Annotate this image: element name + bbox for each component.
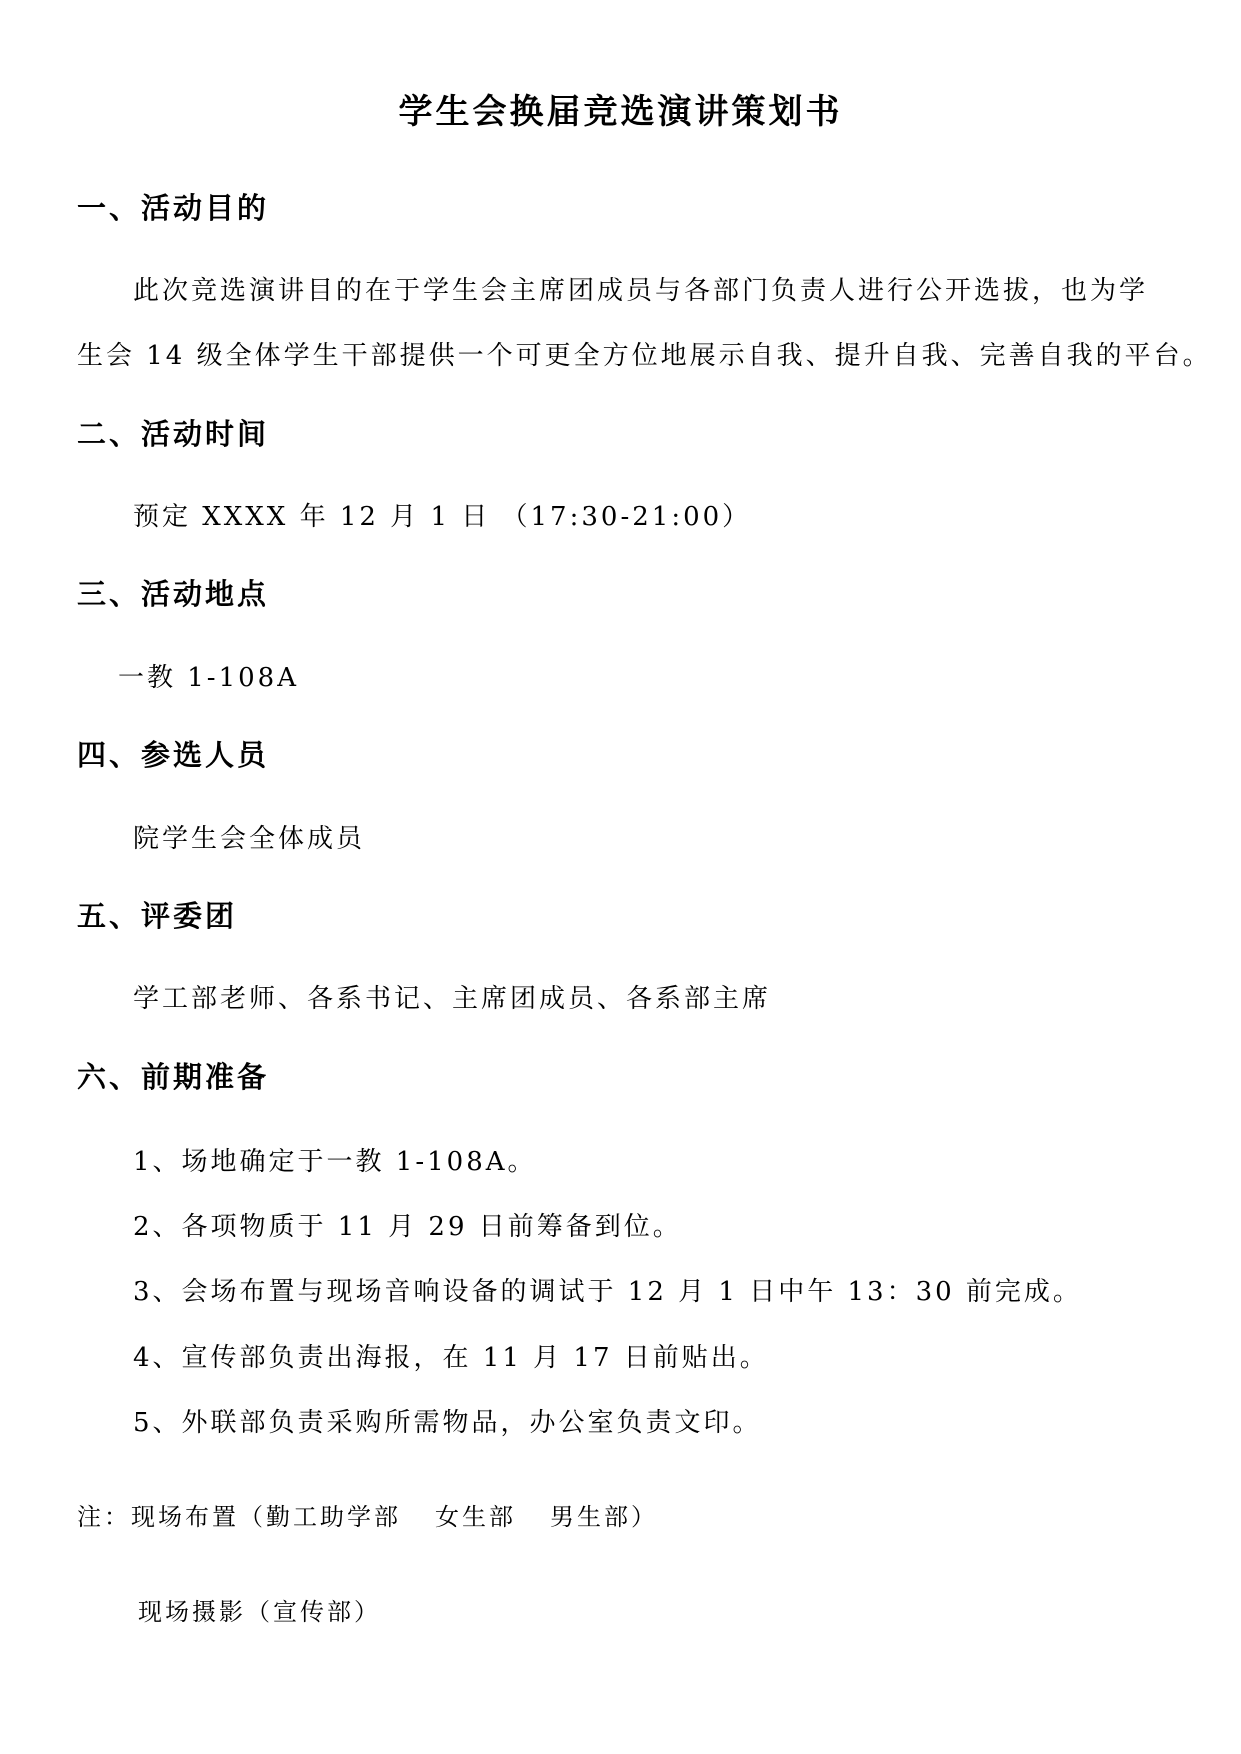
note-dept-boys: 男生部） [550, 1503, 658, 1531]
participants-text: 院学生会全体成员 [133, 824, 366, 854]
section-heading-participants: 四、参选人员 [77, 738, 270, 772]
section-heading-preparation: 六、前期准备 [77, 1060, 270, 1094]
time-text: 预定 XXXX 年 12 月 1 日 （17:30-21:00） [133, 502, 752, 532]
section-heading-purpose: 一、活动目的 [77, 191, 270, 225]
section-heading-place: 三、活动地点 [77, 577, 270, 611]
judges-text: 学工部老师、各系书记、主席团成员、各系部主席 [133, 984, 772, 1014]
note-line [77, 1497, 658, 1532]
section-heading-time: 二、活动时间 [77, 417, 270, 451]
note-dept-girls: 女生部 [435, 1503, 516, 1531]
note-prefix: 注：现场布置（勤工助学部 [77, 1503, 401, 1531]
section-heading-judges: 五、评委团 [77, 899, 238, 933]
purpose-text-line-1: 此次竞选演讲目的在于学生会主席团成员与各部门负责人进行公开选拔，也为学 [133, 276, 1149, 306]
preparation-item-2: 2、各项物质于 11 月 29 日前筹备到位。 [133, 1212, 682, 1242]
purpose-text-line-2: 生会 14 级全体学生干部提供一个可更全方位地展示自我、提升自我、完善自我的平台。 [77, 341, 1212, 371]
note-photo-line: 现场摄影（宣传部） [138, 1598, 381, 1626]
preparation-item-4: 4、宣传部负责出海报，在 11 月 17 日前贴出。 [133, 1343, 769, 1373]
preparation-item-3: 3、会场布置与现场音响设备的调试于 12 月 1 日中午 13：30 前完成。 [133, 1277, 1082, 1307]
preparation-item-1: 1、场地确定于一教 1-108A。 [133, 1147, 537, 1177]
document-title: 学生会换届竞选演讲策划书 [398, 92, 843, 132]
preparation-item-5: 5、外联部负责采购所需物品，办公室负责文印。 [133, 1408, 762, 1438]
place-text: 一教 1-108A [118, 663, 299, 693]
